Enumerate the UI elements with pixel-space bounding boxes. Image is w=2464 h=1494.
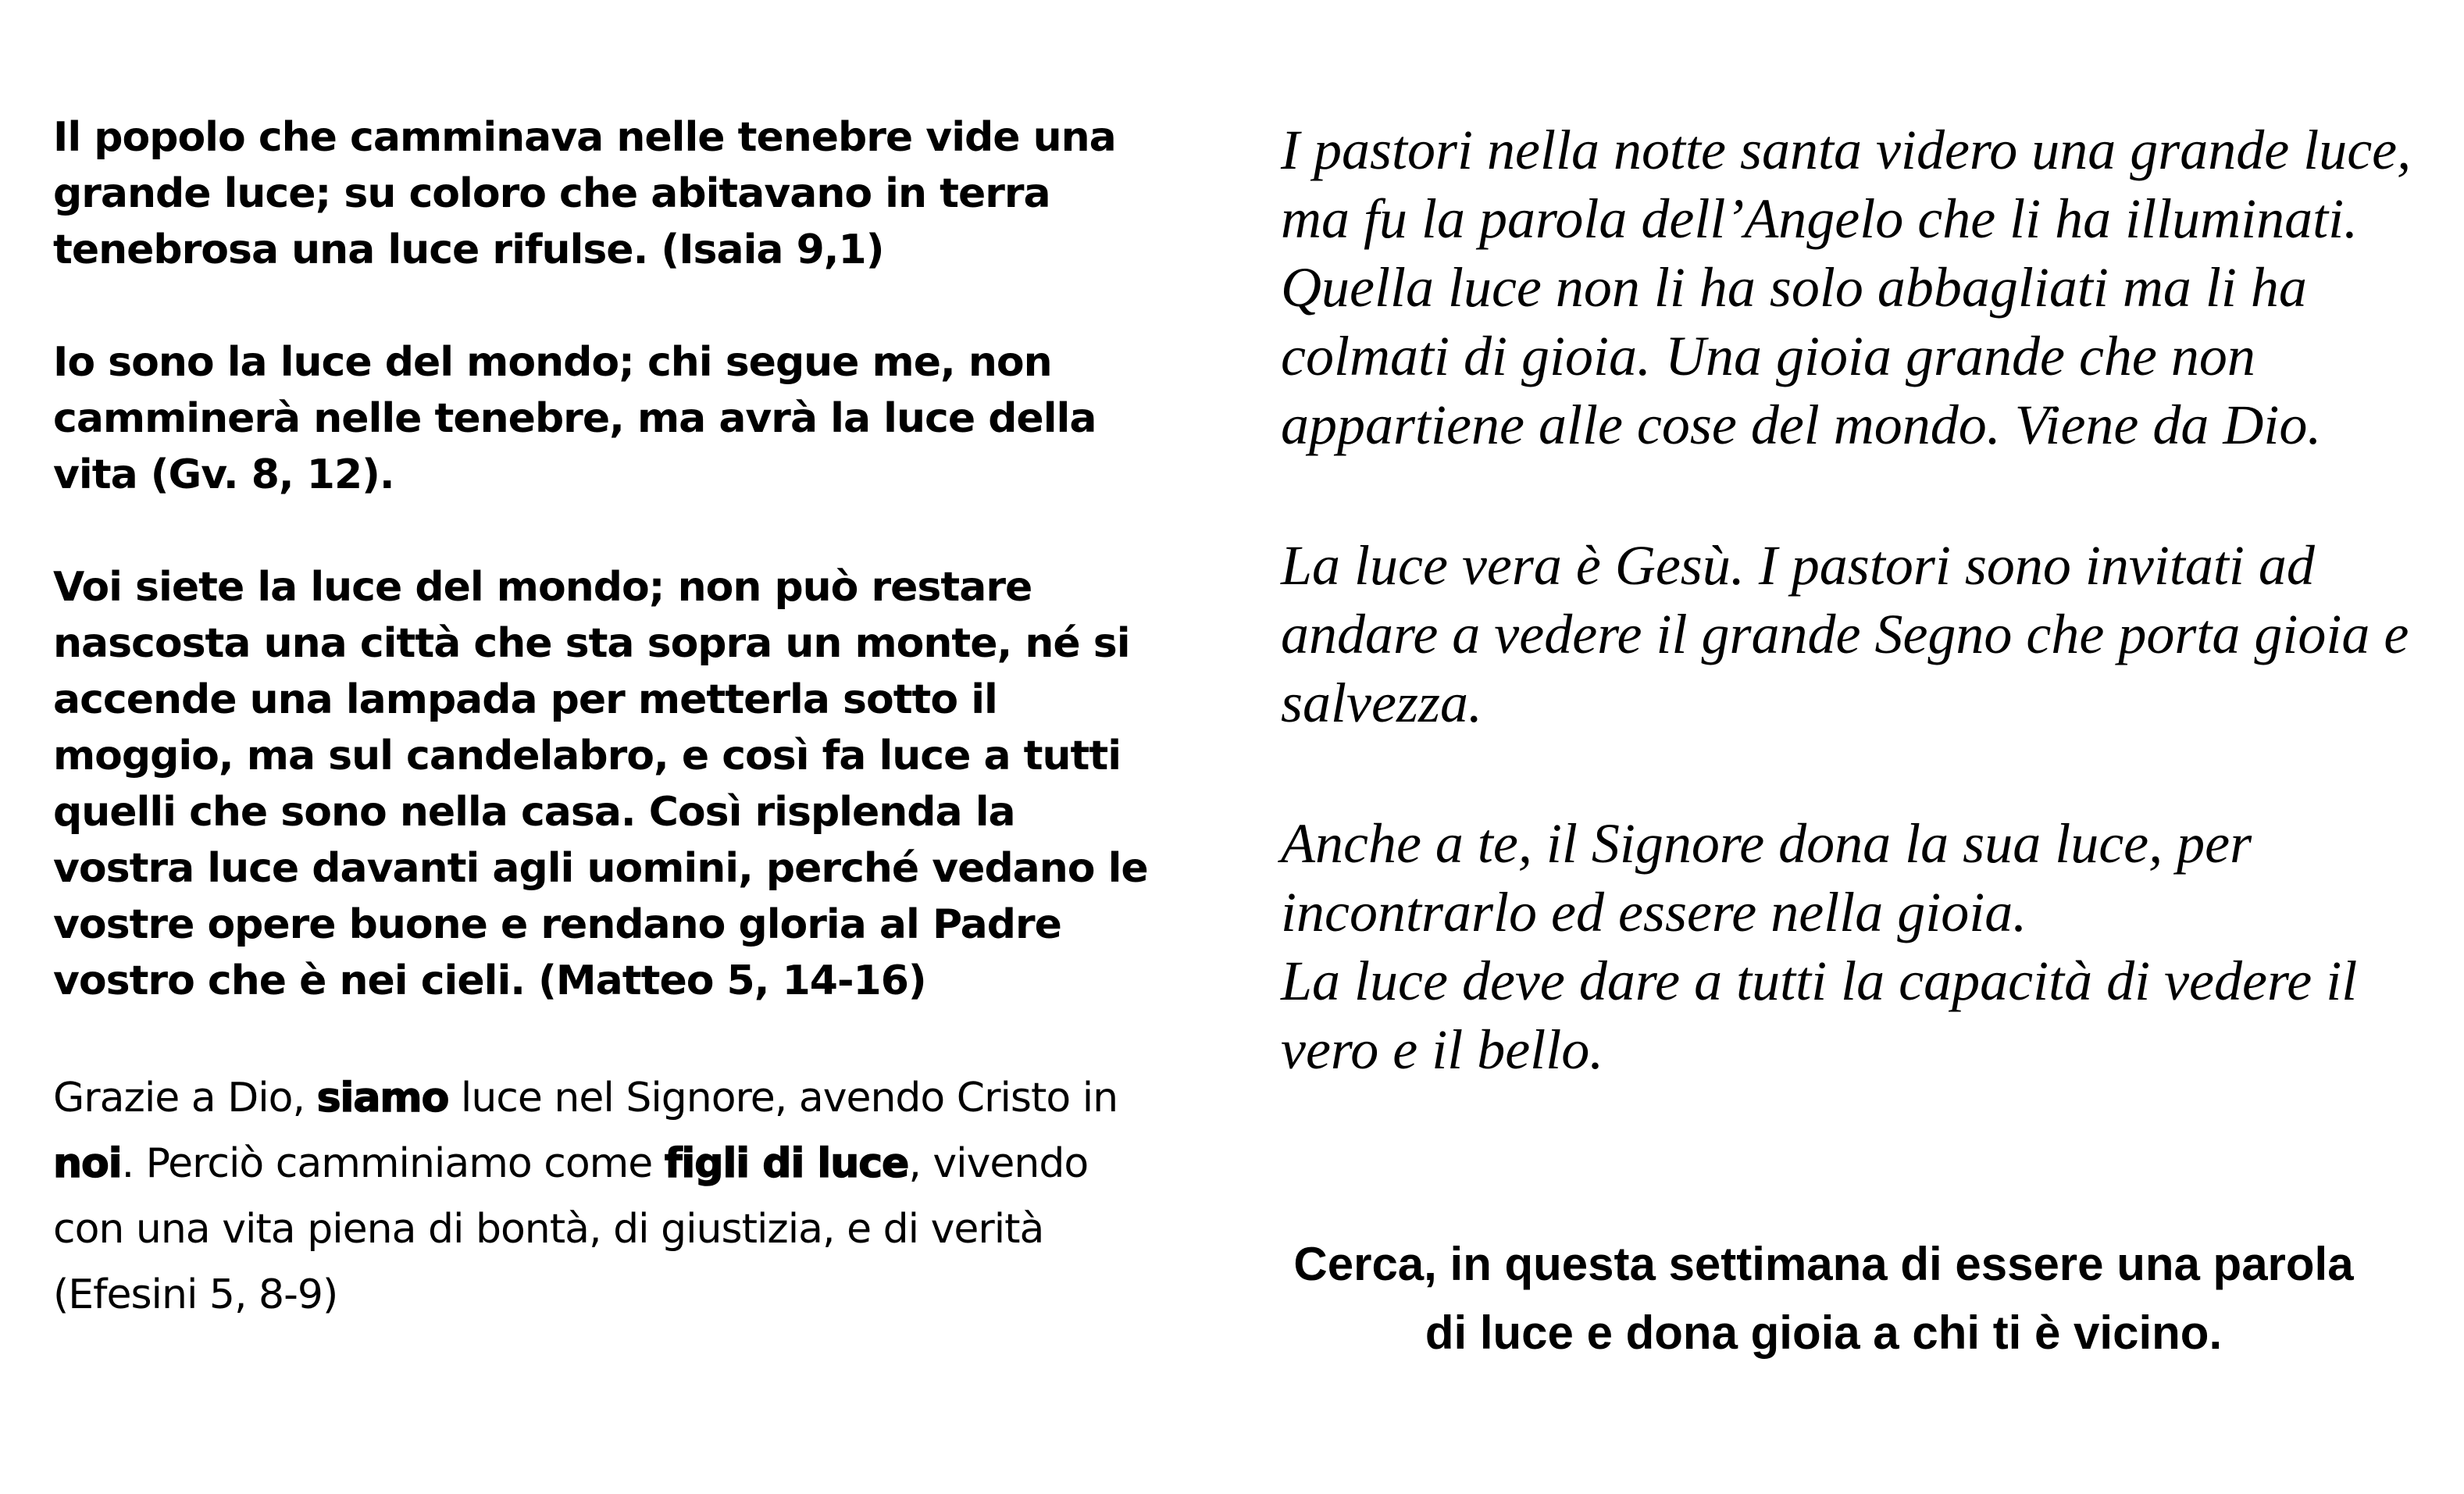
left-column: [53, 109, 1162, 1384]
quote-matteo: Voi siete la luce del mondo; non può restare nascosta una città che sta sopra un monte, né si accende una lampada per metterla sotto il moggio, ma sul candelabro, e così fa luce a tutti quelli che sono nella casa. Così risplenda la vostra luce davanti agli uomini, perché vedano le vostre opere buone e rendano gloria al Padre vostro che è nei cieli. (Matteo 5, 14-16): [53, 564, 1148, 1004]
right-column: [1281, 116, 2429, 1156]
efesini-text-4: , vivendo con una vita piena di bontà, di giustizia, e di verità (Efesini 5, 8-9): [53, 1140, 1089, 1318]
efesini-bold-siamo: siamo: [316, 1075, 449, 1121]
efesini-text-1: Grazie a Dio,: [53, 1075, 317, 1121]
reflection-anche-a-te-line1: Anche a te, il Signore dona la sua luce, per incontrarlo ed essere nella gioia.: [1281, 812, 2252, 943]
efesini-bold-noi: noi: [53, 1140, 122, 1187]
reflection-anche-a-te: [1281, 809, 2429, 1084]
quote-giovanni: Io sono la luce del mondo; chi segue me, non camminerà nelle tenebre, ma avrà la luce della vita (Gv. 8, 12).: [53, 339, 1096, 498]
efesini-text-3: . Perciò camminiamo come: [121, 1140, 665, 1187]
quote-efesini: [53, 1065, 1162, 1328]
closing-invitation: Cerca, in questa settimana di essere una parola di luce e dona gioia a chi ti è vicino.: [1293, 1238, 2354, 1359]
efesini-bold-figli-di-luce: figli di luce: [664, 1140, 909, 1187]
efesini-text-2: luce nel Signore, avendo Cristo in: [448, 1075, 1118, 1121]
quote-isaia: Il popolo che camminava nelle tenebre vide una grande luce; su coloro che abitavano in terra tenebrosa una luce rifulse. (Isaia 9,1): [53, 114, 1116, 273]
reflection-anche-a-te-line2: La luce deve dare a tutti la capacità di vedere il vero e il bello.: [1281, 950, 2358, 1081]
reflection-pastori: I pastori nella notte santa videro una grande luce, ma fu la parola dell’Angelo che li ha illuminati. Quella luce non li ha solo abbagliati ma li ha colmati di gioia. Una gioia grande che non appartiene alle cose del mondo. Viene da Dio.: [1281, 119, 2412, 456]
reflection-luce-vera: La luce vera è Gesù. I pastori sono invitati ad andare a vedere il grande Segno che porta gioia e salvezza.: [1281, 534, 2409, 734]
